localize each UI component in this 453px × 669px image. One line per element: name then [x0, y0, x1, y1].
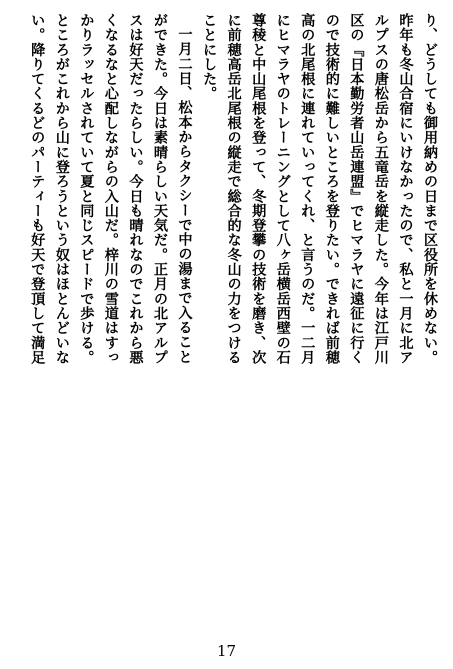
column-gap	[10, 13, 25, 625]
paragraph-1: り、どうしても御用納めの日まで区役所を休めない。 昨年も冬山合宿にいけなかったので、私と一月に北ア ルプスの唐松岳から五竜岳を縦走した。今年は江戸川 区の『日本勤労者山岳連盟』でヒマラヤに遠征に行く ので技術的に難しいところを登りたい。できれば前穂 高の北尾根に連れていってくれ、と言うのだ。一二月 にヒマラヤのトレーニングとして八ヶ岳横岳西壁の石 尊稜と中山尾根を登って、冬期登攀の技術を磨き、次 に前穂高岳北尾根の縦走で総合的な冬山の力をつける ことにした。	[201, 13, 438, 365]
vertical-text-body	[10, 13, 442, 625]
page-number: 17	[216, 642, 237, 660]
paragraph-2: 一月二日、松本からタクシーで中の湯まで入ること ができた。今日は素晴らしい天気だ。正月の北アルプ スは好天だったらしい。今日も晴れなのでこれから悪 くなるなと心配しながらの入山だ。梓川の雪道はすっ かりラッセルされていて夏と同じスピードで歩ける。 ところがこれから山に登ろうという奴はほとんどいな い。降りてくるどのパーティーも好天で登頂して満足	[29, 13, 193, 365]
